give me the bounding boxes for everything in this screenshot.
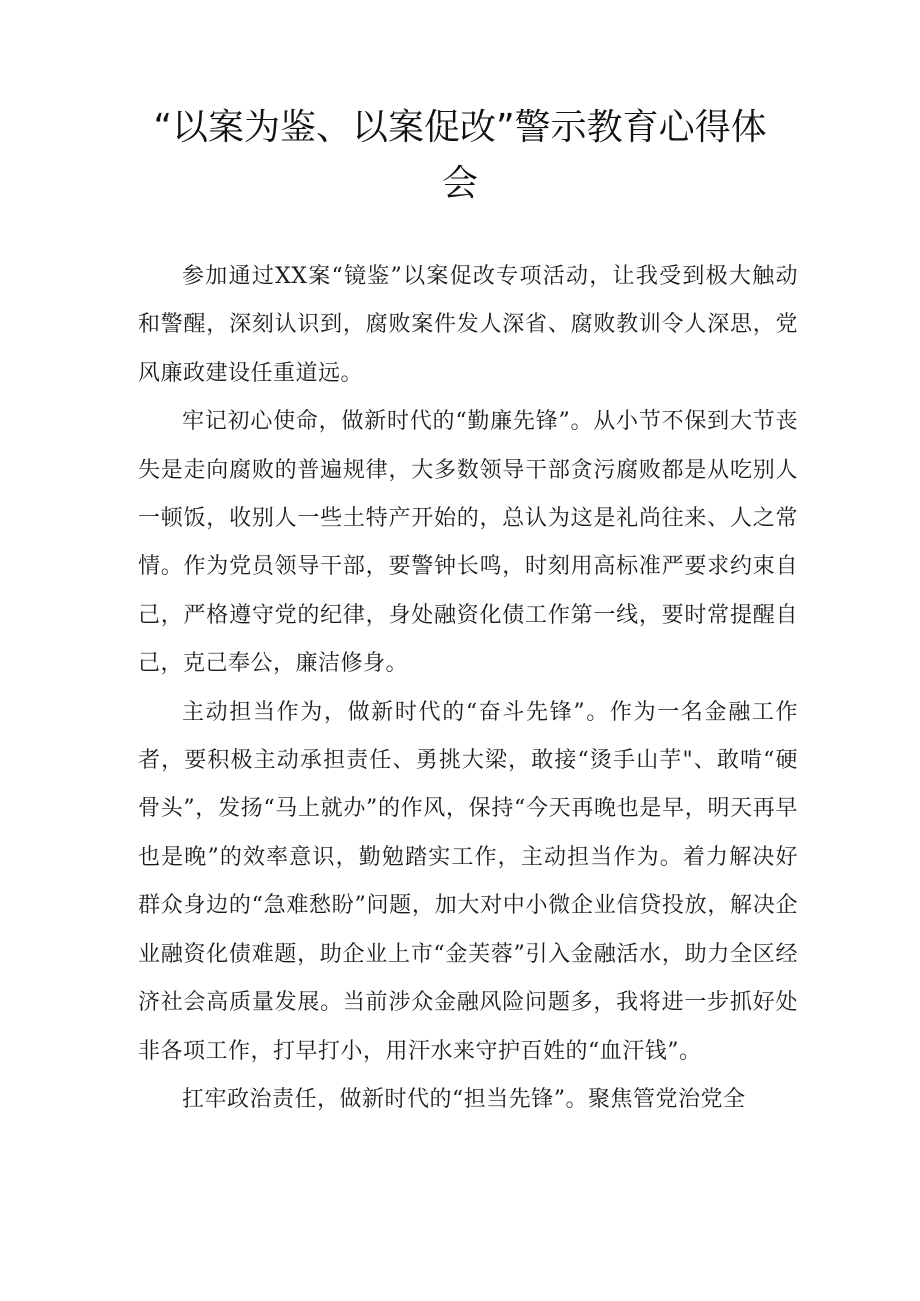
paragraph-political-duty: 扛牢政治责任，做新时代的“担当先锋”。聚焦管党治党全: [182, 1086, 746, 1112]
paragraph-integrity: 牢记初心使命，做新时代的“勤廉先锋”。从小节不保到大节丧失是走向腐败的普遍规律，大多数领导干部贪污腐败都是从吃别人一顿饭，收别人一些土特产开始的，总认为这是礼尚往来、人之常情。作为党员领导干部，要警钟长鸣，时刻用高标准严要求约束自己，严格遵守党的纪律，身处融资化债工作第一线，要时常提醒自己，克己奉公，廉洁修身。: [138, 409, 798, 677]
paragraph-responsibility: 主动担当作为，做新时代的“奋斗先锋”。作为一名金融工作者，要积极主动承担责任、勇挑大梁，敢接“烫手山芋"、敢啃“硬骨头”，发扬“马上就办”的作风，保持“今天再晚也是早，明天再早也是晚”的效率意识，勤勉踏实工作，主动担当作为。着力解决好群众身边的“急难愁盼”问题，加大对中小微企业信贷投放，解决企业融资化债难题，助企业上市“金芙蓉”引入金融活水，助力全区经济社会高质量发展。当前涉众金融风险问题多，我将进一步抓好处非各项工作，打早打小，用汗水来守护百姓的“血汗钱”。: [138, 699, 798, 1064]
paragraph-intro: 参加通过XX案“镜鉴”以案促改专项活动，让我受到极大触动和警醒，深刻认识到，腐败案件发人深省、腐败教训令人深思，党风廉政建设任重道远。: [138, 264, 798, 386]
document-body: [138, 253, 798, 1124]
document-title: “以案为鉴、以案促改”警示教育心得体会: [153, 107, 767, 204]
